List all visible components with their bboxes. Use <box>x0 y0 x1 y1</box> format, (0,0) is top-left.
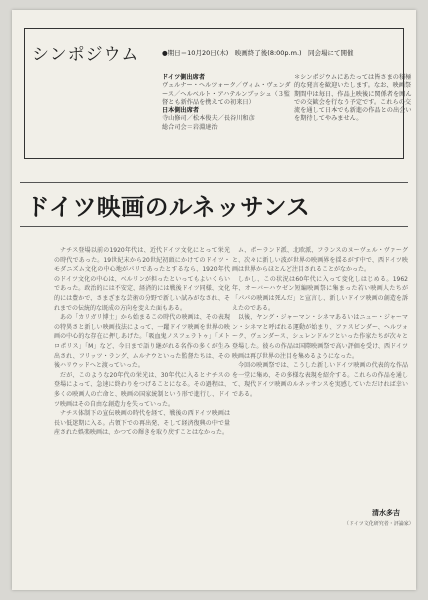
japanese-speakers-heading: 日本側出席者 <box>162 107 200 115</box>
essay-paragraph: しかし、この状況は60年代に入って変化しはじめる。1962年、オーバーハウゼン短編映画祭に集まった若い映画人たちが「パパの映画は死んだ」と宣言し、新しいドイツ映画の創造を訴えたのである。 <box>232 275 408 312</box>
essay-paragraph: あの「カリガリ博士」から始まるこの時代の映画は、その表現の特異さと新しい映画技法によって、一躍ドイツ映画を世界の映画の中心的な存在に押しあげた。「吸血鬼ノスフェラトゥ」「メトロポリス」「M」など、今日まで語り継がれる名作の多くが生み出され、フリッツ・ラング、ムルナウといった監督たちは、その後ハリウッドへと渡っていった。 <box>54 314 230 370</box>
title-rule <box>20 182 408 183</box>
flyer-sheet <box>12 10 416 590</box>
header-box-bottom <box>24 158 404 159</box>
top-rule <box>24 28 404 29</box>
essay-paragraph: ナチス体制下の宣伝映画の時代を経て、戦後の西ドイツ映画は長い低迷期に入る。占領下での再出発、そして経済復興の中で量産された娯楽映画は、かつての輝きを取り戻すことはなかった。 <box>54 410 230 437</box>
essay-left-column <box>54 246 230 570</box>
essay-paragraph: ム、ポーランド派、北欧派、フランスのヌーヴェル・ヴァーグと、次々に新しい波が世界の映画界を揺るがす中で、西ドイツ映画は世界からほとんど注目されることがなかった。 <box>232 247 408 274</box>
speakers-block <box>162 74 292 132</box>
essay-right-column <box>232 246 408 496</box>
japanese-speakers-names: 寺山修司／松本俊夫／長谷川和彦 <box>162 115 255 123</box>
essay-paragraph: ナチス登場以前の1920年代は、近代ドイツ文化にとって栄光の時代であった。19世紀末から20世紀初頭にかけてのドイツ・モダニズム文化の中心地がパリであったとするなら、1920年代のドイツ文化の中心は、ベルリンが担ったといってもよいくらいであった。政治的には不安定、経済的には戦後ドイツ同様、文化的には豊かで、さまざまな芸術の分野で新しい試みがなされ、それまでの伝統的な既成の方向を変えた面もある。 <box>54 247 230 312</box>
symposium-note: ＊シンポジウムにあたっては皆さまの積極的な発言を歓迎いたします。なお、映画祭期間中は毎日、作品上映後に関係者を囲んでの交歓会を行なう予定です。これらの交流を通して日本でも新進の作品との出会いを期待してやみません。 <box>294 74 412 123</box>
moderator: 総合司会＝岩淵達治 <box>162 123 218 131</box>
essay-paragraph: 今回の映画祭では、こうした新しいドイツ映画の代表的な作品を一堂に集め、その多様な表現を紹介する。これらの作品を通して、現代ドイツ映画のルネッサンスを実感していただければ幸いである。 <box>232 362 408 398</box>
essay-paragraph: だが、このような20年代の栄光は、30年代に入るとナチスの登場によって、急速に終わりをつげることになる。その過程は、多くの映画人の亡命と、映画の国家統制という形で進行し、ドイツ映画はその自由な創造力を失っていった。 <box>54 371 230 408</box>
symposium-title: シンポジウム <box>32 45 140 65</box>
title-underline <box>20 226 408 227</box>
symposium-date: ●期日＝10月20日(木) 映画終了後(8:00p.m.) 同会場にて開催 <box>162 49 354 57</box>
main-title: ドイツ映画のルネッサンス <box>26 193 311 221</box>
essay-author: 清水多吉 <box>372 509 400 517</box>
essay-paragraph: 以後、ヤング・ジャーマン・シネマあるいはニュー・ジャーマン・シネマと呼ばれる運動が始まり、ファスビンダー、ヘルツォーク、ヴェンダース、シュレンドルフといった作家たちが次々と登場した。彼らの作品は国際映画祭で高い評価を受け、西ドイツ映画は再び世界の注目を集めるようになった。 <box>232 314 408 360</box>
german-speakers-heading: ドイツ側出席者 <box>162 74 206 81</box>
german-speakers-names: ヴェルナー・ヘルツォーク／ヴィム・ヴェンダース／ヘルベルト・アハテルンブッシュ（３監督とも新作品を携えての初来日） <box>162 82 291 106</box>
author-affiliation: （ドイツ文化研究者・評論家） <box>344 521 414 527</box>
header-box-left <box>24 28 25 158</box>
